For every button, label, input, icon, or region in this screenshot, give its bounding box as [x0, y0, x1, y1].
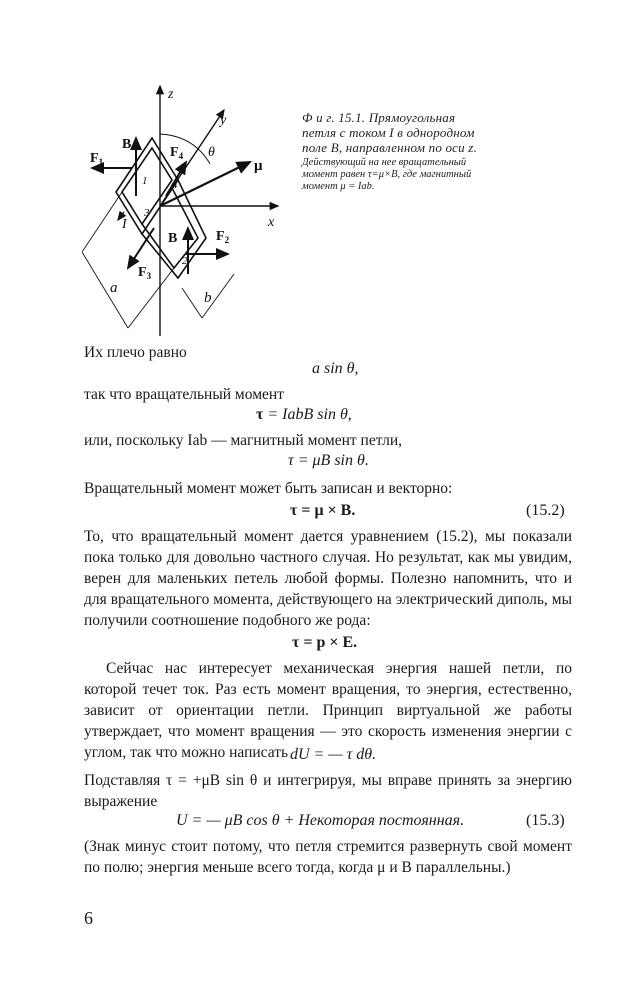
- paragraph-7: Подставляя τ = +μB sin θ и интегрируя, мы вправе принять за энергию выражение: [84, 772, 572, 810]
- equation-4: τ = μ × B.: [290, 502, 356, 519]
- label-2: 2: [182, 255, 188, 267]
- label-B-mid: B: [168, 231, 178, 246]
- current-loop: [116, 138, 206, 278]
- label-F1: $F_1$: [90, 151, 104, 167]
- equation-2: [256, 406, 352, 424]
- label-z: z: [168, 87, 174, 102]
- caption-body: Действующий на нее вращательный момент равен τ=μ×B, где магнитный момент μ = Iab.: [302, 157, 472, 192]
- label-mu: μ: [254, 158, 263, 174]
- label-I: I: [122, 217, 127, 232]
- page-number: 6: [84, 908, 93, 928]
- equation-5: τ = p × E.: [292, 634, 358, 651]
- equation-7: U = — μB cos θ + Некоторая постоянная.: [176, 812, 465, 829]
- equation-6: dU = — τ dθ.: [290, 746, 377, 763]
- caption-title: Ф и г. 15.1. Прямоугольная петля с током I в однородном поле B, направленном по оси z.: [302, 110, 478, 155]
- label-y: y: [220, 113, 227, 128]
- theta-arc: [160, 134, 210, 164]
- paragraph-1: Их плечо равно: [84, 344, 187, 361]
- label-F2: $F_2$: [216, 229, 230, 245]
- label-1: 1: [142, 175, 148, 187]
- label-a: a: [110, 280, 118, 296]
- label-B-top: B: [122, 137, 132, 152]
- paragraph-6-text: Сейчас нас интересует механическая энергия нашей петли, по которой течет ток. Раз есть момент вращения, то энергия, естественно, зависит от ориентации петли. Принцип виртуальной же работы утверждает, что момент вращения — это скорость изменения энергии с углом, так что можно написать: [84, 660, 572, 761]
- equation-3: τ = μB sin θ.: [288, 452, 369, 469]
- label-F4: $F_4$: [170, 145, 184, 161]
- paragraph-2: так что вращательный момент: [84, 386, 284, 403]
- equation-1: a sin θ,: [312, 360, 359, 377]
- paragraph-8: (Знак минус стоит потому, что петля стремится развернуть свой момент по полю; энергия меньше всего тогда, когда μ и B параллельны.): [84, 838, 572, 876]
- label-4: 4: [172, 179, 178, 191]
- figure-caption: [302, 110, 492, 193]
- label-theta: θ: [208, 145, 215, 160]
- equation-4-number: (15.2): [526, 502, 565, 519]
- label-F3: $F_3$: [138, 265, 152, 281]
- equation-7-number: (15.3): [526, 812, 565, 829]
- paragraph-5: То, что вращательный момент дается уравнением (15.2), мы показали пока только для довольно частного случая. Но результат, как мы увидим, верен для маленьких петель любой формы. Полезно напомнить, что и для вращательного момента, действующего на электрический диполь, мы получили соотношение подобного же рода:: [84, 528, 572, 629]
- loop-figure: [82, 78, 292, 340]
- dimension-lines: [82, 192, 234, 328]
- label-x: x: [268, 215, 275, 230]
- label-b: b: [204, 290, 212, 306]
- paragraph-4: Вращательный момент может быть записан и векторно:: [84, 480, 453, 497]
- F3-vector: [128, 228, 154, 268]
- paragraph-3: или, поскольку Iab — магнитный момент петли,: [84, 432, 402, 449]
- equation-2-rest: = IabB sin θ,: [263, 406, 352, 423]
- tau-symbol: τ: [256, 406, 264, 423]
- label-3: 3: [144, 207, 150, 219]
